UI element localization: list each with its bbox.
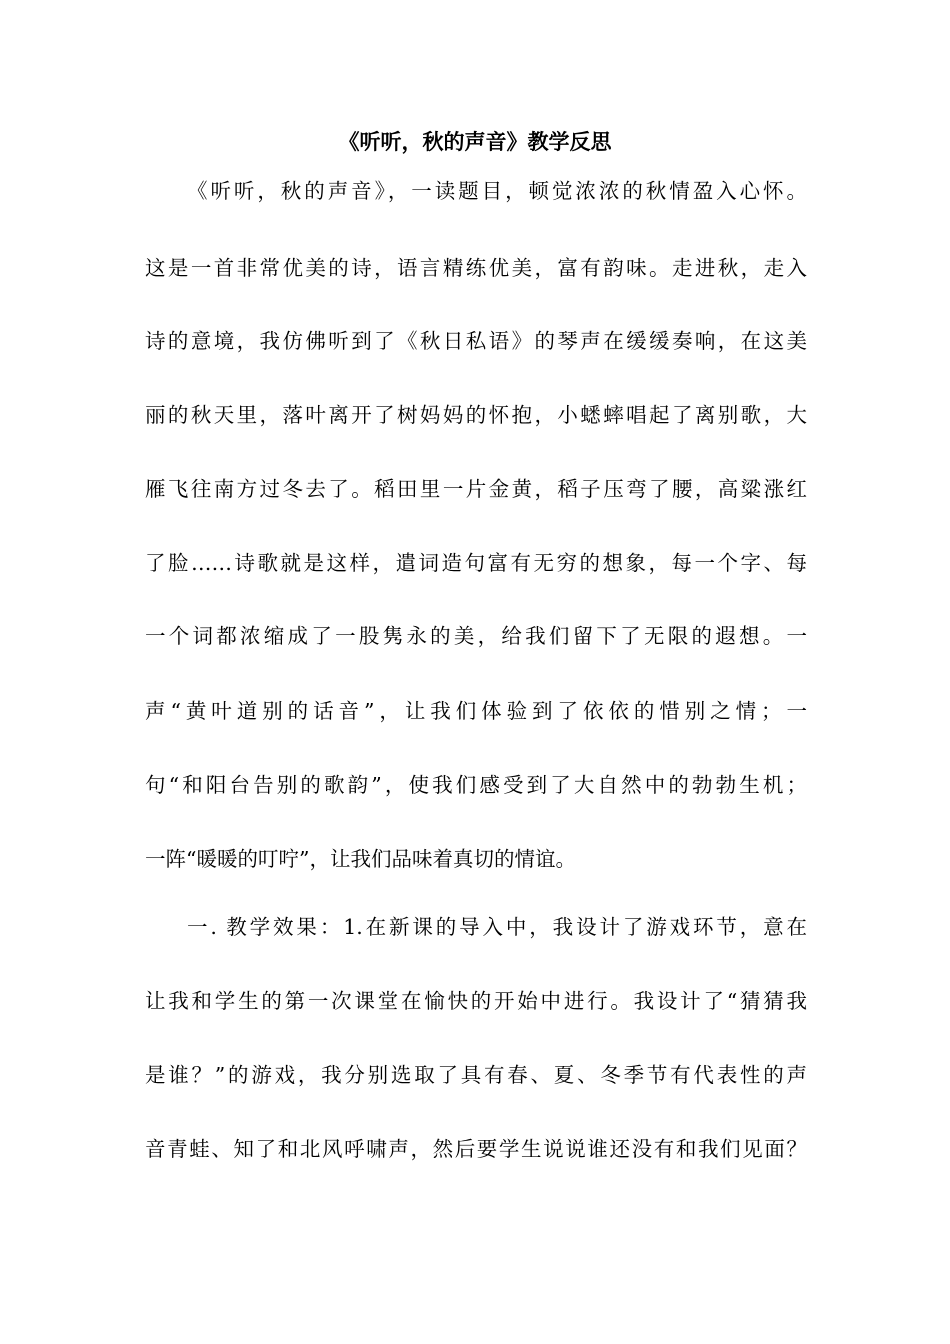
paragraph-line: 一. 教学效果：1.在新课的导入中，我设计了游戏环节，意在 [187,915,807,939]
document-title: 《听听，秋的声音》教学反思 [338,129,612,154]
paragraph-line: 句“和阳台告别的歌韵”，使我们感受到了大自然中的勃勃生机； [145,773,807,797]
paragraph-line: 音青蛙、知了和北风呼啸声，然后要学生说说谁还没有和我们见面？ [145,1137,807,1161]
paragraph-line: 一个词都浓缩成了一股隽永的美，给我们留下了无限的遐想。一 [145,624,807,648]
paragraph-line: 一阵“暖暖的叮咛”，让我们品味着真切的情谊。 [145,847,576,871]
paragraph-line: 《听听，秋的声音》，一读题目，顿觉浓浓的秋情盈入心怀。 [187,179,807,203]
paragraph-line: 诗的意境，我仿佛听到了《秋日私语》的琴声在缓缓奏响，在这美 [145,329,807,353]
paragraph-line: 雁飞往南方过冬去了。稻田里一片金黄，稻子压弯了腰，高粱涨红 [145,477,807,501]
paragraph-line: 让我和学生的第一次课堂在愉快的开始中进行。我设计了“猜猜我 [145,989,807,1013]
paragraph-line: 了脸……诗歌就是这样，遣词造句富有无穷的想象，每一个字、每 [145,551,807,575]
paragraph-line: 声“黄叶道别的话音”，让我们体验到了依依的惜别之情；一 [145,699,807,723]
paragraph-line: 是谁？”的游戏，我分别选取了具有春、夏、冬季节有代表性的声 [145,1063,807,1087]
paragraph-line: 这是一首非常优美的诗，语言精练优美，富有韵味。走进秋，走入 [145,256,807,280]
paragraph-line: 丽的秋天里，落叶离开了树妈妈的怀抱，小蟋蟀唱起了离别歌，大 [145,403,807,427]
